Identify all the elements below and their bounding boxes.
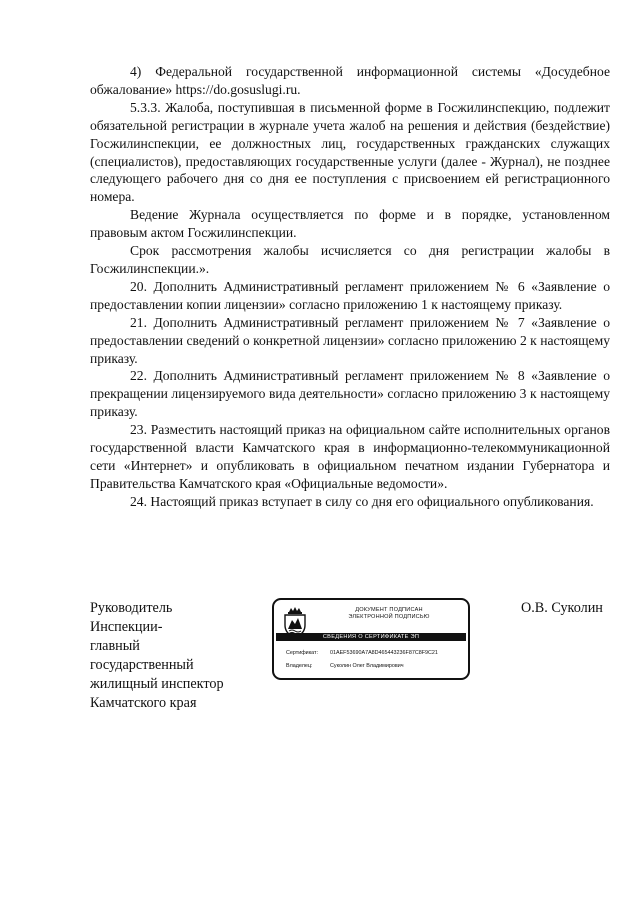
signer-position (90, 599, 270, 713)
owner-label: Владелец: (286, 663, 313, 669)
paragraph-23: 23. Разместить настоящий приказ на официальном сайте исполнительных органов государственной власти Камчатского края в информационно-телекоммуникационной сети «Интернет» и опубликовать в официальном печатном издании Губернатора и Правительства Камчатского края «Официальные ведомости». (90, 422, 610, 491)
stamp-title-line: ДОКУМЕНТ ПОДПИСАН (355, 607, 423, 613)
stamp-owner-row (286, 663, 404, 670)
stamp-certificate-row (286, 650, 438, 657)
paragraph-review-term: Срок рассмотрения жалобы исчисляется со дня регистрации жалобы в Госжилинспекции.». (90, 243, 610, 276)
signer-position-line: Камчатского края (90, 695, 197, 711)
signer-position-line: Руководитель (90, 600, 173, 616)
certificate-label: Сертификат: (286, 650, 319, 656)
paragraph-21: 21. Дополнить Административный регламент приложением № 7 «Заявление о предоставлении сведений о конкретной лицензии» согласно приложению 2 к настоящему приказу. (90, 314, 610, 366)
paragraph-22: 22. Дополнить Административный регламент приложением № 8 «Заявление о прекращении лицензируемого вида деятельности» согласно приложению 3 к настоящему приказу. (90, 368, 610, 420)
paragraph-24: 24. Настоящий приказ вступает в силу со дня его официального опубликования. (130, 493, 594, 509)
electronic-signature-stamp (272, 598, 470, 680)
signer-name: О.В. Суколин (521, 600, 603, 616)
stamp-title (314, 607, 464, 621)
paragraph-item-4: 4) Федеральной государственной информационной системы «Досудебное обжалование» https://do.gosuslugi.ru. (90, 64, 610, 97)
stamp-certificate-header: СВЕДЕНИЯ О СЕРТИФИКАТЕ ЭП (276, 633, 466, 641)
stamp-title-line: ЭЛЕКТРОННОЙ ПОДПИСЬЮ (348, 614, 430, 621)
paragraph-20: 20. Дополнить Административный регламент приложением № 6 «Заявление о предоставлении копии лицензии» согласно приложению 1 к настоящему приказу. (90, 278, 610, 312)
owner-name: Суколин Олег Владимирович (330, 663, 404, 669)
certificate-number: 01AEF53690A7A8D465443236F87C8F9C21 (330, 650, 438, 656)
paragraph-5-3-3: 5.3.3. Жалоба, поступившая в письменной форме в Госжилинспекцию, подлежит обязательной регистрации в журнале учета жалоб на решения и действия (бездействие) Госжилинспекции, ее должностных лиц, государственных гражданских служащих (специалистов), предоставляющих государственные услуги (далее - Журнал), не позднее следующего рабочего дня со дня ее поступления с присвоением ей регистрационного номера. (90, 99, 610, 205)
document-body (90, 63, 610, 511)
paragraph-journal: Ведение Журнала осуществляется по форме и в порядке, установленном правовым актом Госжилинспекции. (90, 207, 610, 241)
signer-position-line: Инспекции- (90, 619, 163, 635)
signer-position-line: жилищный инспектор (90, 676, 224, 692)
signer-position-line: главный (90, 638, 140, 654)
signer-position-line: государственный (90, 657, 194, 673)
